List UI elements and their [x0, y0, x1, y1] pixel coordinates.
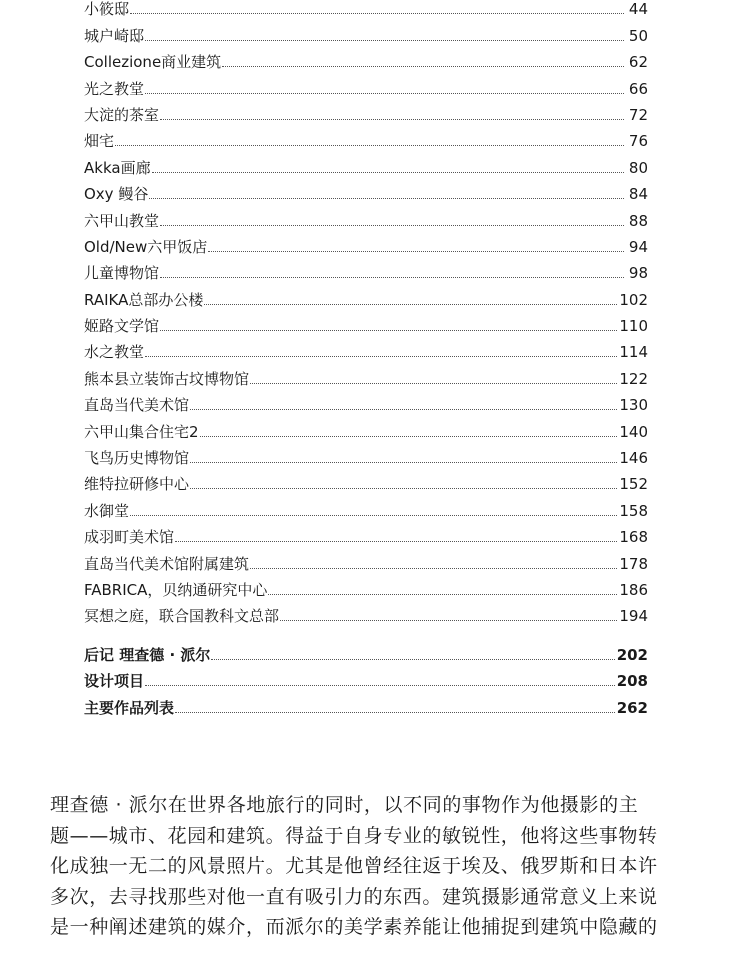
toc-entry-page-number: 44 — [628, 0, 648, 19]
toc-entry-title: 儿童博物馆 — [84, 264, 160, 283]
paragraph-line: 是一种阐述建筑的媒介，而派尔的美学素养能让他捕捉到建筑中隐藏的 — [50, 916, 658, 938]
toc-entry-title: Old/New六甲饭店 — [84, 237, 208, 256]
toc-entry — [84, 637, 648, 663]
toc-entry-page-number: 168 — [619, 528, 648, 547]
toc-entry-title: 姬路文学馆 — [84, 317, 160, 336]
toc-dot-leader — [175, 711, 615, 713]
toc-dot-leader — [160, 224, 624, 226]
toc-entry-title: 熊本县立装饰古坟博物馆 — [84, 369, 250, 388]
toc-dot-leader — [145, 39, 624, 41]
toc-entry-title: 维特拉研修中心 — [84, 475, 190, 494]
toc-entry-page-number: 146 — [619, 449, 648, 468]
toc-entry-title: 直岛当代美术馆 — [84, 396, 190, 415]
toc-entry-page-number: 72 — [628, 105, 648, 124]
toc-entry-title: 水之教堂 — [84, 343, 145, 362]
toc-entry-page-number: 208 — [616, 672, 648, 691]
toc-entry — [84, 335, 648, 361]
toc-entry-page-number: 158 — [619, 501, 648, 520]
toc-entry — [84, 230, 648, 256]
paragraph-line: 化成独一无二的风景照片。尤其是他曾经往返于埃及、俄罗斯和日本许 — [50, 855, 658, 877]
toc-entry-page-number: 202 — [616, 645, 648, 664]
toc-entry — [84, 309, 648, 335]
toc-entry-page-number: 140 — [619, 422, 648, 441]
toc-entry-title: 后记 理查德 · 派尔 — [84, 645, 211, 664]
toc-dot-leader — [208, 250, 624, 252]
toc-entry-page-number: 178 — [619, 554, 648, 573]
toc-dot-leader — [268, 593, 617, 595]
toc-entry — [84, 98, 648, 124]
toc-entry-page-number: 94 — [628, 237, 648, 256]
toc-dot-leader — [145, 684, 615, 686]
toc-entry-title: 冥想之庭，联合国教科文总部 — [84, 607, 280, 626]
toc-dot-leader — [190, 487, 617, 489]
toc-entry-page-number: 84 — [628, 185, 648, 204]
toc-entry-title: 光之教堂 — [84, 79, 145, 98]
toc-entry — [84, 520, 648, 546]
toc-entry — [84, 256, 648, 282]
toc-entry-title: 主要作品列表 — [84, 698, 175, 717]
toc-dot-leader — [211, 658, 614, 660]
toc-entry — [84, 441, 648, 467]
toc-entry — [84, 573, 648, 599]
toc-entry-title: Collezione商业建筑 — [84, 53, 222, 72]
toc-entry — [84, 0, 648, 18]
toc-dot-leader — [250, 567, 617, 569]
paragraph-line: 多次，去寻找那些对他一直有吸引力的东西。建筑摄影通常意义上来说 — [50, 885, 658, 908]
toc-dot-leader — [160, 329, 617, 331]
toc-dot-leader — [145, 355, 617, 357]
toc-gap — [84, 625, 648, 637]
toc-entry — [84, 493, 648, 519]
toc-entry — [84, 150, 648, 176]
toc-entry-page-number: 102 — [619, 290, 648, 309]
toc-entry-title: RAIKA总部办公楼 — [84, 290, 204, 309]
toc-entry-page-number: 110 — [619, 317, 648, 336]
toc-entry-title: 设计项目 — [84, 672, 145, 691]
toc-dot-leader — [145, 92, 624, 94]
toc-entry — [84, 599, 648, 625]
toc-dot-leader — [152, 171, 624, 173]
toc-entry-page-number: 88 — [628, 211, 648, 230]
toc-entry-title: 六甲山教堂 — [84, 211, 160, 230]
toc-entry-title: 直岛当代美术馆附属建筑 — [84, 554, 250, 573]
toc-entry-title: Oxy 鳗谷 — [84, 185, 149, 204]
toc-entry-page-number: 50 — [628, 26, 648, 45]
toc-dot-leader — [250, 382, 617, 384]
toc-entry-title: 六甲山集合住宅2 — [84, 422, 199, 441]
toc-dot-leader — [190, 408, 617, 410]
toc-entry — [84, 45, 648, 71]
toc-entry-title: FABRICA，贝纳通研究中心 — [84, 580, 268, 599]
toc-dot-leader — [175, 540, 617, 542]
toc-dot-leader — [204, 303, 617, 305]
toc-entry-page-number: 262 — [616, 698, 648, 717]
toc-dot-leader — [200, 435, 618, 437]
toc-entry-title: 城户崎邸 — [84, 26, 145, 45]
toc-entry-title: 水御堂 — [84, 501, 130, 520]
toc-dot-leader — [149, 197, 624, 199]
toc-entry-title: 大淀的茶室 — [84, 105, 160, 124]
toc-entry-page-number: 130 — [619, 396, 648, 415]
toc-back-matter — [84, 637, 648, 716]
toc-entry-page-number: 194 — [619, 607, 648, 626]
toc-entry-page-number: 186 — [619, 580, 648, 599]
toc-entry-page-number: 66 — [628, 79, 648, 98]
toc-entry — [84, 203, 648, 229]
paragraph-line: 题——城市、花园和建筑。得益于自身专业的敏锐性，他将这些事物转 — [50, 824, 658, 847]
toc-entry-page-number: 98 — [628, 264, 648, 283]
table-of-contents — [84, 0, 648, 717]
toc-entry-page-number: 152 — [619, 475, 648, 494]
toc-dot-leader — [130, 514, 617, 516]
toc-dot-leader — [222, 65, 624, 67]
toc-entries — [84, 0, 648, 625]
toc-entry — [84, 414, 648, 440]
toc-entry — [84, 690, 648, 716]
toc-entry-title: 成羽町美术馆 — [84, 528, 175, 547]
toc-entry — [84, 177, 648, 203]
toc-entry — [84, 71, 648, 97]
toc-dot-leader — [190, 461, 617, 463]
toc-entry-page-number: 62 — [628, 53, 648, 72]
toc-entry — [84, 124, 648, 150]
toc-entry — [84, 664, 648, 690]
paragraph-line: 理查德 · 派尔在世界各地旅行的同时，以不同的事物作为他摄影的主 — [50, 794, 639, 816]
toc-entry-page-number: 76 — [628, 132, 648, 151]
toc-entry-page-number: 122 — [619, 369, 648, 388]
toc-entry — [84, 361, 648, 387]
toc-dot-leader — [160, 276, 624, 278]
toc-entry-title: 畑宅 — [84, 132, 115, 151]
toc-entry-title: 小筱邸 — [84, 0, 130, 19]
toc-entry-title: Akka画廊 — [84, 158, 151, 177]
toc-entry-page-number: 114 — [619, 343, 648, 362]
toc-entry-page-number: 80 — [628, 158, 648, 177]
toc-entry — [84, 546, 648, 572]
toc-entry — [84, 388, 648, 414]
toc-dot-leader — [160, 118, 624, 120]
toc-entry — [84, 282, 648, 308]
toc-dot-leader — [280, 619, 617, 621]
toc-dot-leader — [130, 12, 624, 14]
toc-entry-title: 飞鸟历史博物馆 — [84, 449, 190, 468]
body-paragraph — [50, 790, 700, 943]
toc-entry — [84, 467, 648, 493]
toc-dot-leader — [115, 144, 624, 146]
toc-entry — [84, 18, 648, 44]
